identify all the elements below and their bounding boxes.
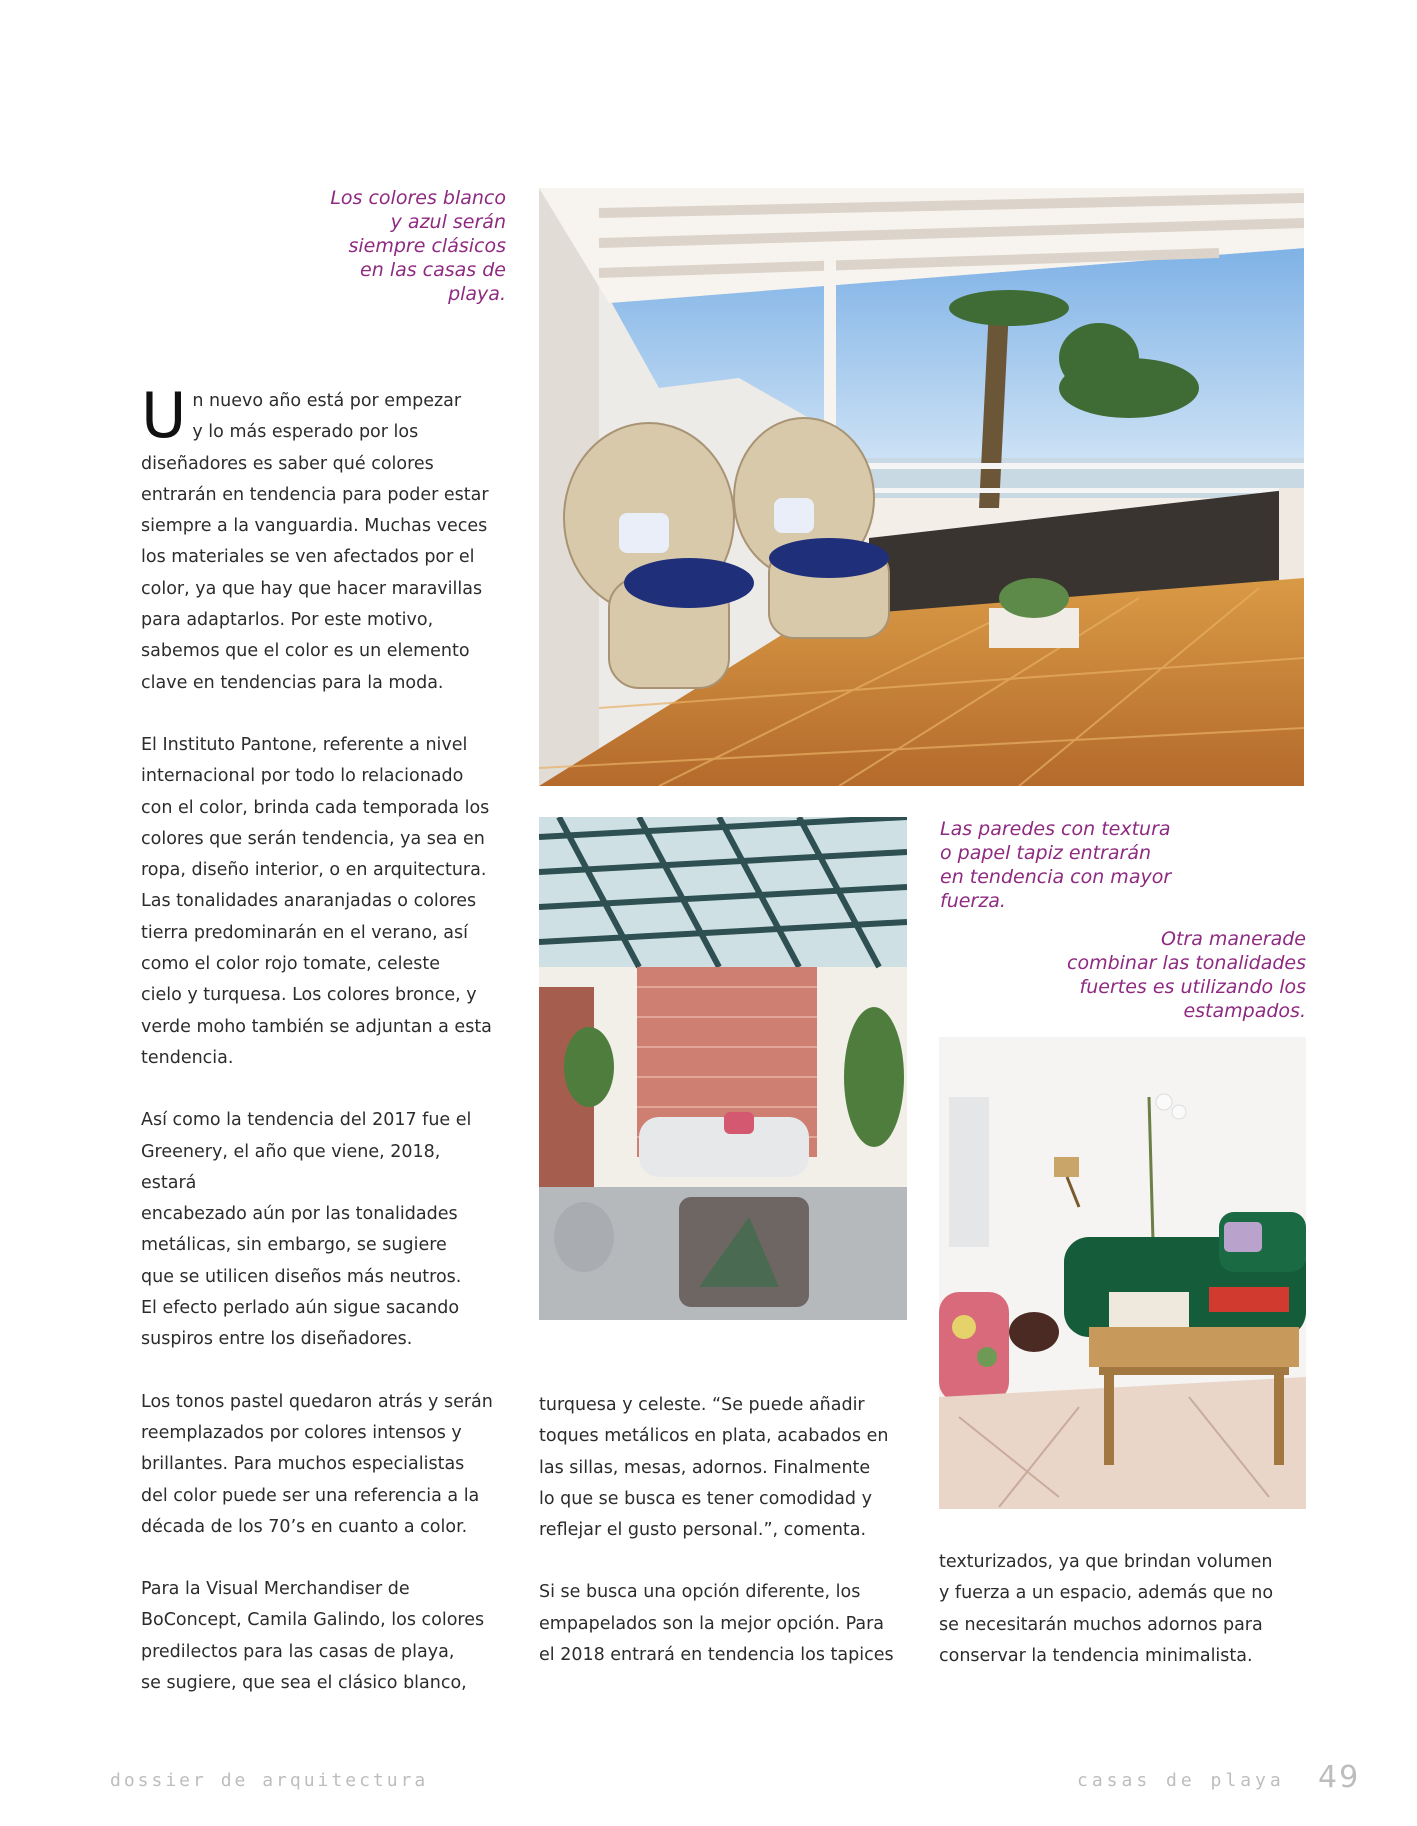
caption-line: y azul serán <box>390 211 506 233</box>
caption-line: Otra manerade <box>1161 928 1306 950</box>
caption-line: combinar las tonalidades <box>1067 952 1306 974</box>
caption-right-2 <box>1000 927 1306 1023</box>
page-number: 49 <box>1318 1760 1361 1795</box>
paragraph-intro-text: n nuevo año está por empezar y lo más esperado por los diseñadores es saber qué colores entrarán en tendencia para poder estar siempre a la vanguardia. Muchas veces los materiales se ven afectados por el color, ya que hay que hacer maravillas para adaptarlos. Por este motivo, sabemos que el color es un elemento clave en tendencias para la moda. <box>141 391 489 693</box>
caption-right-1 <box>940 817 1260 913</box>
paragraph: Los tonos pastel quedaron atrás y serán reemplazados por colores intensos y brillantes. Para muchos especialistas del color puede ser una referencia a la década de los 70’s en cuanto a color. <box>141 1391 493 1537</box>
body-column-right <box>939 1547 1305 1703</box>
footer-section-name: casas de playa <box>1077 1770 1285 1791</box>
paragraph: Para la Visual Merchandiser de BoConcept, Camila Galindo, los colores predilectos para las casas de playa, se sugiere, que sea el clásico blanco, <box>141 1579 485 1693</box>
caption-line: o papel tapiz entrarán <box>940 842 1152 864</box>
caption-line: fuertes es utilizando los <box>1079 976 1306 998</box>
paragraph: El Instituto Pantone, referente a nivel internacional por todo lo relacionado con el color, brinda cada temporada los colores que serán tendencia, ya sea en ropa, diseño interior, o en arquitectura. Las tonalidades anaranjadas o colores tierra predominarán en el verano, así como el color rojo tomate, celeste cielo y turquesa. Los colores bronce, y verde moho también se adjuntan a esta tendencia. <box>141 734 492 1068</box>
caption-line: Las paredes con textura <box>940 818 1171 840</box>
patio-living-photo <box>539 817 907 1320</box>
paragraph-intro <box>141 379 501 699</box>
terrace-photo <box>539 188 1304 786</box>
living-room-illustration <box>939 1037 1306 1509</box>
paragraph: Así como la tendencia del 2017 fue el Greenery, el año que viene, 2018, estará encabezado aún por las tonalidades metálicas, sin embargo, se sugiere que se utilicen diseños más neutros. El efecto perlado aún sigue sacando suspiros entre los diseñadores. <box>141 1110 472 1350</box>
patio-living-illustration <box>539 817 907 1320</box>
caption-line: en tendencia con mayor <box>940 866 1172 888</box>
paragraph: texturizados, ya que brindan volumen y fuerza a un espacio, además que no se necesitarán muchos adornos para conservar la tendencia minimalista. <box>939 1552 1274 1666</box>
caption-top-left <box>300 186 506 306</box>
drop-cap: U <box>141 379 187 452</box>
living-room-photo <box>939 1037 1306 1509</box>
caption-line: siempre clásicos <box>348 235 506 257</box>
caption-line: fuerza. <box>940 890 1006 912</box>
caption-line: Los colores blanco <box>330 187 506 209</box>
body-column-middle <box>539 1390 905 1702</box>
caption-line: estampados. <box>1183 1000 1306 1022</box>
body-column-left <box>141 379 501 1730</box>
caption-line: playa. <box>448 283 506 305</box>
caption-line: en las casas de <box>360 259 506 281</box>
paragraph: Si se busca una opción diferente, los empapelados son la mejor opción. Para el 2018 entrará en tendencia los tapices <box>539 1582 894 1666</box>
footer-publication-name: dossier de arquitectura <box>110 1770 429 1791</box>
paragraph: turquesa y celeste. “Se puede añadir toques metálicos en plata, acabados en las sillas, mesas, adornos. Finalmente lo que se busca es tener comodidad y reflejar el gusto personal.”, comenta. <box>539 1395 889 1541</box>
terrace-illustration <box>539 188 1304 786</box>
